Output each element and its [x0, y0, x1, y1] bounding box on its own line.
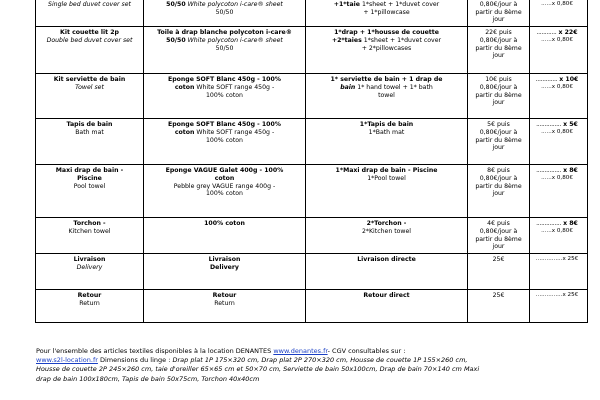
product-desc: 50/50 White polycoton i-care® sheet: [166, 0, 283, 8]
table-row: [36, 165, 588, 218]
item-name-en: Towel set: [75, 83, 104, 91]
price-line: 0,80€/jour à: [479, 128, 518, 136]
content-en: towel: [378, 91, 395, 99]
price-line: partir du 8ème: [475, 136, 522, 144]
item-name-en: Kitchen towel: [68, 227, 111, 235]
price-line: 8€ puis: [487, 167, 510, 174]
total-sub: ......x 0,80€: [541, 0, 573, 7]
total-cell: [530, 165, 588, 218]
product-name: Eponge SOFT Blanc 450g - 100%: [168, 121, 281, 128]
total-sub: ......x 0,80€: [541, 174, 573, 181]
table-row: [36, 218, 588, 254]
item-cell: [36, 27, 144, 74]
total-cell: [530, 218, 588, 254]
item-cell: [36, 165, 144, 218]
item-cell: [36, 254, 144, 290]
item-name-en: Single bed duvet cover set: [48, 0, 131, 8]
footnote-line-1: [36, 347, 592, 356]
footnote-line-3: Housse de couette 2P 245×260 cm, taie d'oreiller 65×65 cm et 50×70 cm, Serviette de bain 50x100cm, Drap de bain 70×140 cm Maxi: [36, 365, 480, 374]
content-cell: [306, 27, 468, 74]
product-cell: [144, 119, 306, 165]
footnote-line-2: [36, 356, 592, 365]
price-cell: [468, 27, 530, 74]
content-cell: [306, 0, 468, 27]
footnote-text: - CGV consultables sur :: [327, 347, 406, 355]
total-cell: [530, 290, 588, 323]
total-sub: ......x 0,80€: [541, 83, 573, 90]
total-dots: ...............: [536, 167, 562, 174]
price-cell: [468, 119, 530, 165]
price-cell: [468, 74, 530, 119]
content-cell: [306, 218, 468, 254]
footnote-dimensions: Drap plat 1P 175×320 cm, Drap plat 2P 270×320 cm, Housse de couette 1P 155×260 cm,: [172, 356, 468, 365]
total-dots: ...............: [536, 121, 562, 128]
product-desc: coton White SOFT range 450g -: [174, 83, 275, 91]
product-name-en: Delivery: [210, 263, 239, 271]
product-name: Eponge SOFT Blanc 450g - 100%: [168, 76, 281, 83]
item-name-en: Return: [79, 299, 100, 307]
total-sub: ......x 0,80€: [541, 36, 573, 43]
product-composition: 100% coton: [206, 91, 243, 99]
item-name-en: Bath mat: [75, 128, 104, 136]
product-composition: 100% coton: [206, 136, 243, 144]
total-dots: ...............: [536, 220, 562, 227]
denantes-link[interactable]: www.denantes.fr: [273, 347, 328, 355]
price-line: jour: [492, 99, 505, 107]
price-line: jour: [492, 52, 505, 60]
product-desc: Pebble grey VAGUE range 400g -: [173, 182, 276, 190]
total-cell: [530, 119, 588, 165]
product-cell: [144, 254, 306, 290]
product-name: Toile à drap blanche polycoton i-care®: [157, 29, 292, 36]
total-amount: x 5€: [563, 121, 578, 128]
product-name-2: coton: [214, 174, 235, 182]
footnote-line-4: drap de bain 100x180cm, Tapis de bain 50x75cm, Torchon 40x40cm: [36, 374, 260, 383]
price-line: jour: [492, 243, 505, 251]
price-line: 0,80€/jour à: [479, 83, 518, 91]
table-row: [36, 27, 588, 74]
total-amount: ...............x 25€: [535, 292, 579, 298]
content-en: + 1*pillowcase: [363, 8, 410, 16]
total-cell: [530, 74, 588, 119]
price-line: jour: [492, 144, 505, 152]
total-amount: x 22€: [558, 29, 578, 36]
price-line: jour: [492, 16, 505, 24]
content-line2: bain 1* hand towel + 1* bath: [340, 83, 433, 91]
total-sub: ......x 0,80€: [541, 128, 573, 135]
content-cell: [306, 74, 468, 119]
price-line: 10€ puis: [485, 76, 512, 83]
footnote-text: Dimensions du linge :: [97, 356, 173, 365]
total-sub: ......x 0,80€: [541, 227, 573, 234]
price-cell: [468, 165, 530, 218]
total-amount: ...............x 25€: [535, 256, 579, 262]
item-cell: [36, 218, 144, 254]
product-cell: [144, 165, 306, 218]
item-name-fr: Retour: [77, 292, 102, 299]
content-cell: [306, 119, 468, 165]
price-cell: [468, 290, 530, 323]
item-name-fr: Kit couette lit 2p: [60, 29, 119, 36]
product-name-en: Return: [214, 299, 235, 307]
content-fr: 1*Tapis de bain: [359, 121, 414, 128]
table-row: [36, 74, 588, 119]
price-line: partir du 8ème: [475, 44, 522, 52]
content-cell: [306, 165, 468, 218]
total-amount: x 8€: [563, 167, 578, 174]
price-cell: [468, 0, 530, 27]
price-line: 25€: [492, 292, 505, 299]
content-fr: 1*drap + 1*housse de couette: [334, 29, 439, 36]
content-cell: [306, 290, 468, 323]
tariff-table: [35, 0, 588, 323]
price-line: 0,80€/jour à: [479, 0, 518, 8]
content-en: 2*Kitchen towel: [361, 227, 412, 235]
total-amount: x 10€: [559, 76, 579, 83]
item-name-fr: Torchon -: [73, 220, 106, 227]
item-cell: [36, 119, 144, 165]
item-cell: [36, 290, 144, 323]
price-cell: [468, 254, 530, 290]
price-line: 0,80€/jour à: [479, 174, 518, 182]
item-cell: [36, 74, 144, 119]
price-line: 4€ puis: [487, 220, 510, 227]
item-name-en: Pool towel: [73, 182, 106, 190]
item-cell: [36, 0, 144, 27]
return-row: [36, 290, 588, 323]
product-name: 100% coton: [204, 220, 245, 227]
content-fr: Retour direct: [363, 292, 410, 299]
price-line: 25€: [492, 256, 505, 263]
table-row: [36, 0, 588, 27]
content-en: 1*Pool towel: [367, 174, 406, 182]
product-cell: [144, 27, 306, 74]
content-line2: +1*taie 1*sheet + 1*duvet cover: [333, 0, 440, 8]
price-line: jour: [492, 190, 505, 198]
product-composition: 100% coton: [206, 190, 243, 198]
item-name-fr: Kit serviette de bain: [53, 76, 126, 83]
item-name-fr: Maxi drap de bain -: [55, 167, 124, 174]
total-cell: [530, 27, 588, 74]
footnote: [36, 347, 592, 384]
content-en: + 2*pillowcases: [361, 44, 412, 52]
total-dots: .............: [535, 76, 558, 83]
content-en: 1*Bath mat: [368, 128, 405, 136]
product-cell: [144, 0, 306, 27]
total-cell: [530, 0, 588, 27]
price-line: 5€ puis: [487, 121, 510, 128]
item-name-fr-2: Piscine: [77, 174, 102, 182]
product-name: Retour: [212, 292, 237, 299]
product-cell: [144, 290, 306, 323]
item-name-fr: Livraison: [73, 256, 106, 263]
item-name-en: Delivery: [76, 263, 103, 271]
product-name: Eponge VAGUE Galet 400g - 100%: [165, 167, 284, 174]
item-name-fr: Tapis de bain: [66, 121, 113, 128]
product-composition: 50/50: [215, 8, 234, 16]
total-amount: x 8€: [563, 220, 578, 227]
price-line: partir du 8ème: [475, 235, 522, 243]
content-fr: 1*Maxi drap de bain - Piscine: [335, 167, 438, 174]
price-line: partir du 8ème: [475, 8, 522, 16]
product-name: Livraison: [208, 256, 241, 263]
table-row: [36, 119, 588, 165]
price-line: partir du 8ème: [475, 91, 522, 99]
price-line: 0,80€/jour à: [479, 36, 518, 44]
price-cell: [468, 218, 530, 254]
product-desc: coton White SOFT range 450g -: [174, 128, 275, 136]
product-desc: 50/50 White polycoton i-care® sheet: [166, 36, 283, 44]
s2l-location-link[interactable]: www.s2l-location.fr: [36, 356, 98, 365]
content-fr: Livraison directe: [357, 256, 416, 263]
product-cell: [144, 74, 306, 119]
price-line: 22€ puis: [485, 29, 512, 36]
content-line2: +2*taies 1*sheet + 1*duvet cover: [331, 36, 442, 44]
product-cell: [144, 218, 306, 254]
price-line: 0,80€/jour à: [479, 227, 518, 235]
content-fr: 1* serviette de bain + 1 drap de: [330, 76, 443, 83]
footnote-text: Pour l'ensemble des articles textiles disponibles à la location DENANTES: [36, 347, 274, 355]
total-dots: ............: [536, 29, 557, 36]
price-line: partir du 8ème: [475, 182, 522, 190]
product-composition: 50/50: [215, 44, 234, 52]
total-cell: [530, 254, 588, 290]
delivery-row: [36, 254, 588, 290]
content-fr: 2*Torchon -: [366, 220, 407, 227]
item-name-en: Double bed duvet cover set: [46, 36, 133, 44]
content-cell: [306, 254, 468, 290]
